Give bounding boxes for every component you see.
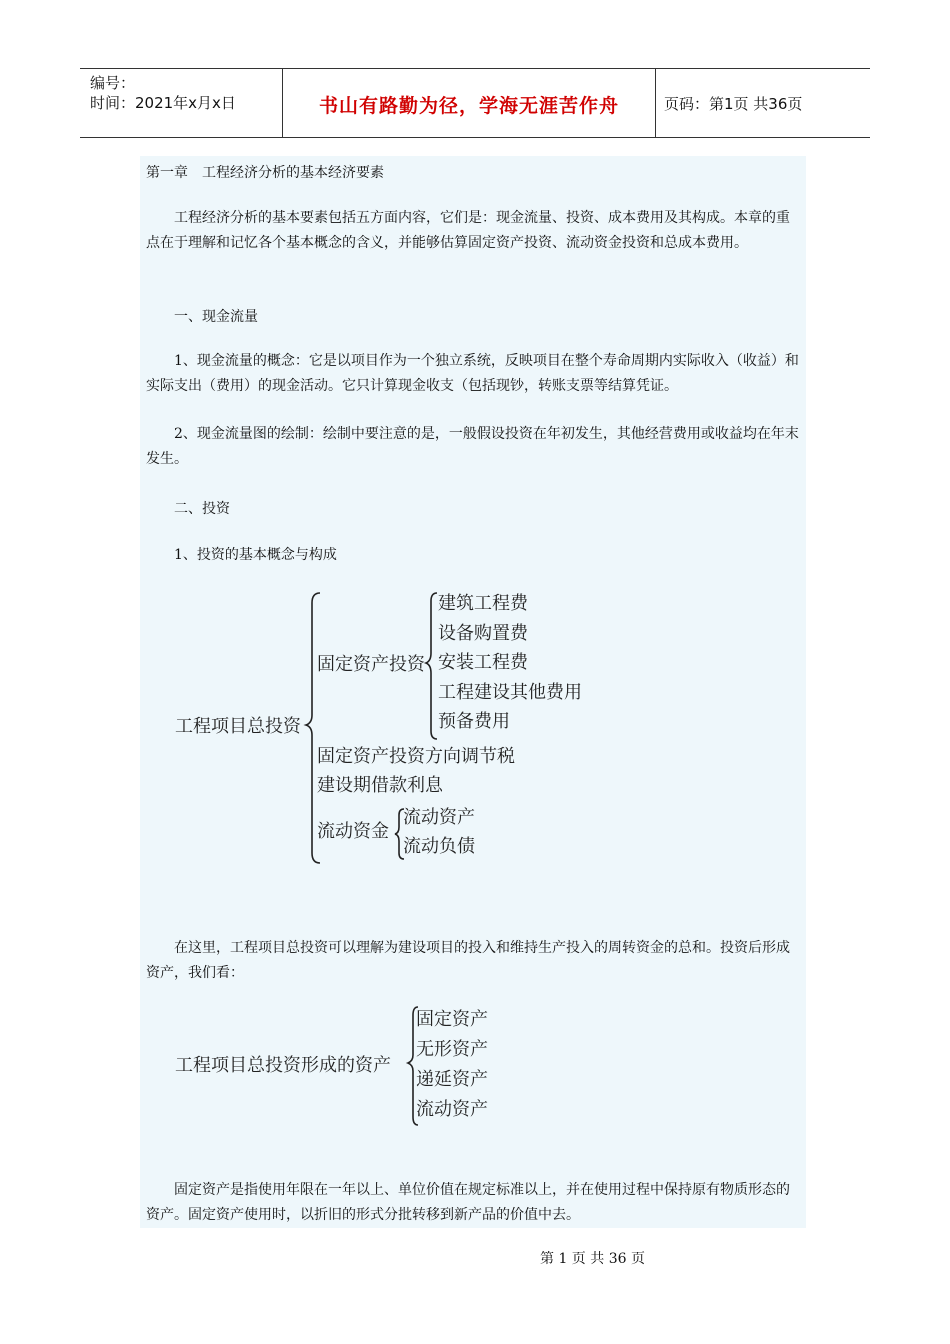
diagram-leaf: 安装工程费 [438, 652, 528, 673]
section-heading-cash-flow: 一、现金流量 [174, 309, 258, 325]
investment-subheading: 1、投资的基本概念与构成 [174, 547, 337, 563]
header-motto: 书山有路勤为径，学海无涯苦作舟 [318, 95, 619, 117]
diagram-leaf: 设备购置费 [438, 623, 528, 644]
diagram-leaf: 流动资产 [403, 807, 475, 828]
cash-flow-diagram-paragraph: 2、现金流量图的绘制：绘制中要注意的是，一般假设投资在年初发生，其他经营费用或收益均在年末发生。 [146, 426, 799, 467]
diagram-node-working-capital: 流动资金 [317, 821, 389, 842]
intro-paragraph: 工程经济分析的基本要素包括五方面内容，它们是：现金流量、投资、成本费用及其构成。本章的重点在于理解和记忆各个基本概念的含义，并能够估算固定资产投资、流动资金投资和总成本费用。 [146, 210, 790, 251]
diagram-node-loan-interest: 建设期借款利息 [317, 775, 443, 796]
chapter-title: 第一章 工程经济分析的基本经济要素 [146, 165, 384, 181]
document-number: 编号： [90, 74, 136, 92]
diagram-node-fixed-asset-investment: 固定资产投资 [317, 654, 425, 675]
document-body [140, 156, 806, 1228]
diagram-root-total-investment: 工程项目总投资 [175, 716, 301, 737]
investment-explanation-paragraph: 在这里，工程项目总投资可以理解为建设项目的投入和维持生产投入的周转资金的总和。投资后形成资产，我们看： [146, 940, 790, 981]
header-meta [90, 73, 236, 113]
header-page-info: 页码：第1页 共36页 [664, 95, 803, 113]
asset-formation-diagram [140, 1001, 806, 1136]
document-time: 时间：2021年x月x日 [90, 94, 236, 112]
page-header [80, 68, 870, 138]
diagram-leaf: 固定资产 [416, 1009, 488, 1030]
diagram-node-adjustment-tax: 固定资产投资方向调节税 [317, 746, 515, 767]
cash-flow-concept-paragraph: 1、现金流量的概念：它是以项目作为一个独立系统，反映项目在整个寿命周期内实际收入（收益）和实际支出（费用）的现金活动。它只计算现金收支（包括现钞，转账支票等结算凭证。 [146, 353, 799, 394]
fixed-asset-definition-paragraph: 固定资产是指使用年限在一年以上、单位价值在规定标准以上，并在使用过程中保持原有物质形态的资产。固定资产使用时，以折旧的形式分批转移到新产品的价值中去。 [146, 1182, 790, 1223]
diagram-leaf: 预备费用 [438, 711, 510, 732]
page-footer: 第 1 页 共 36 页 [540, 1251, 645, 1267]
diagram-leaf: 流动资产 [416, 1099, 488, 1120]
section-heading-investment: 二、投资 [174, 501, 230, 517]
diagram-leaf: 工程建设其他费用 [438, 682, 582, 703]
diagram-leaf: 无形资产 [416, 1039, 488, 1060]
diagram-leaf: 递延资产 [416, 1069, 488, 1090]
diagram-leaf: 流动负债 [403, 836, 475, 857]
diagram-root-asset-formation: 工程项目总投资形成的资产 [175, 1055, 391, 1076]
diagram-leaf: 建筑工程费 [438, 593, 528, 614]
